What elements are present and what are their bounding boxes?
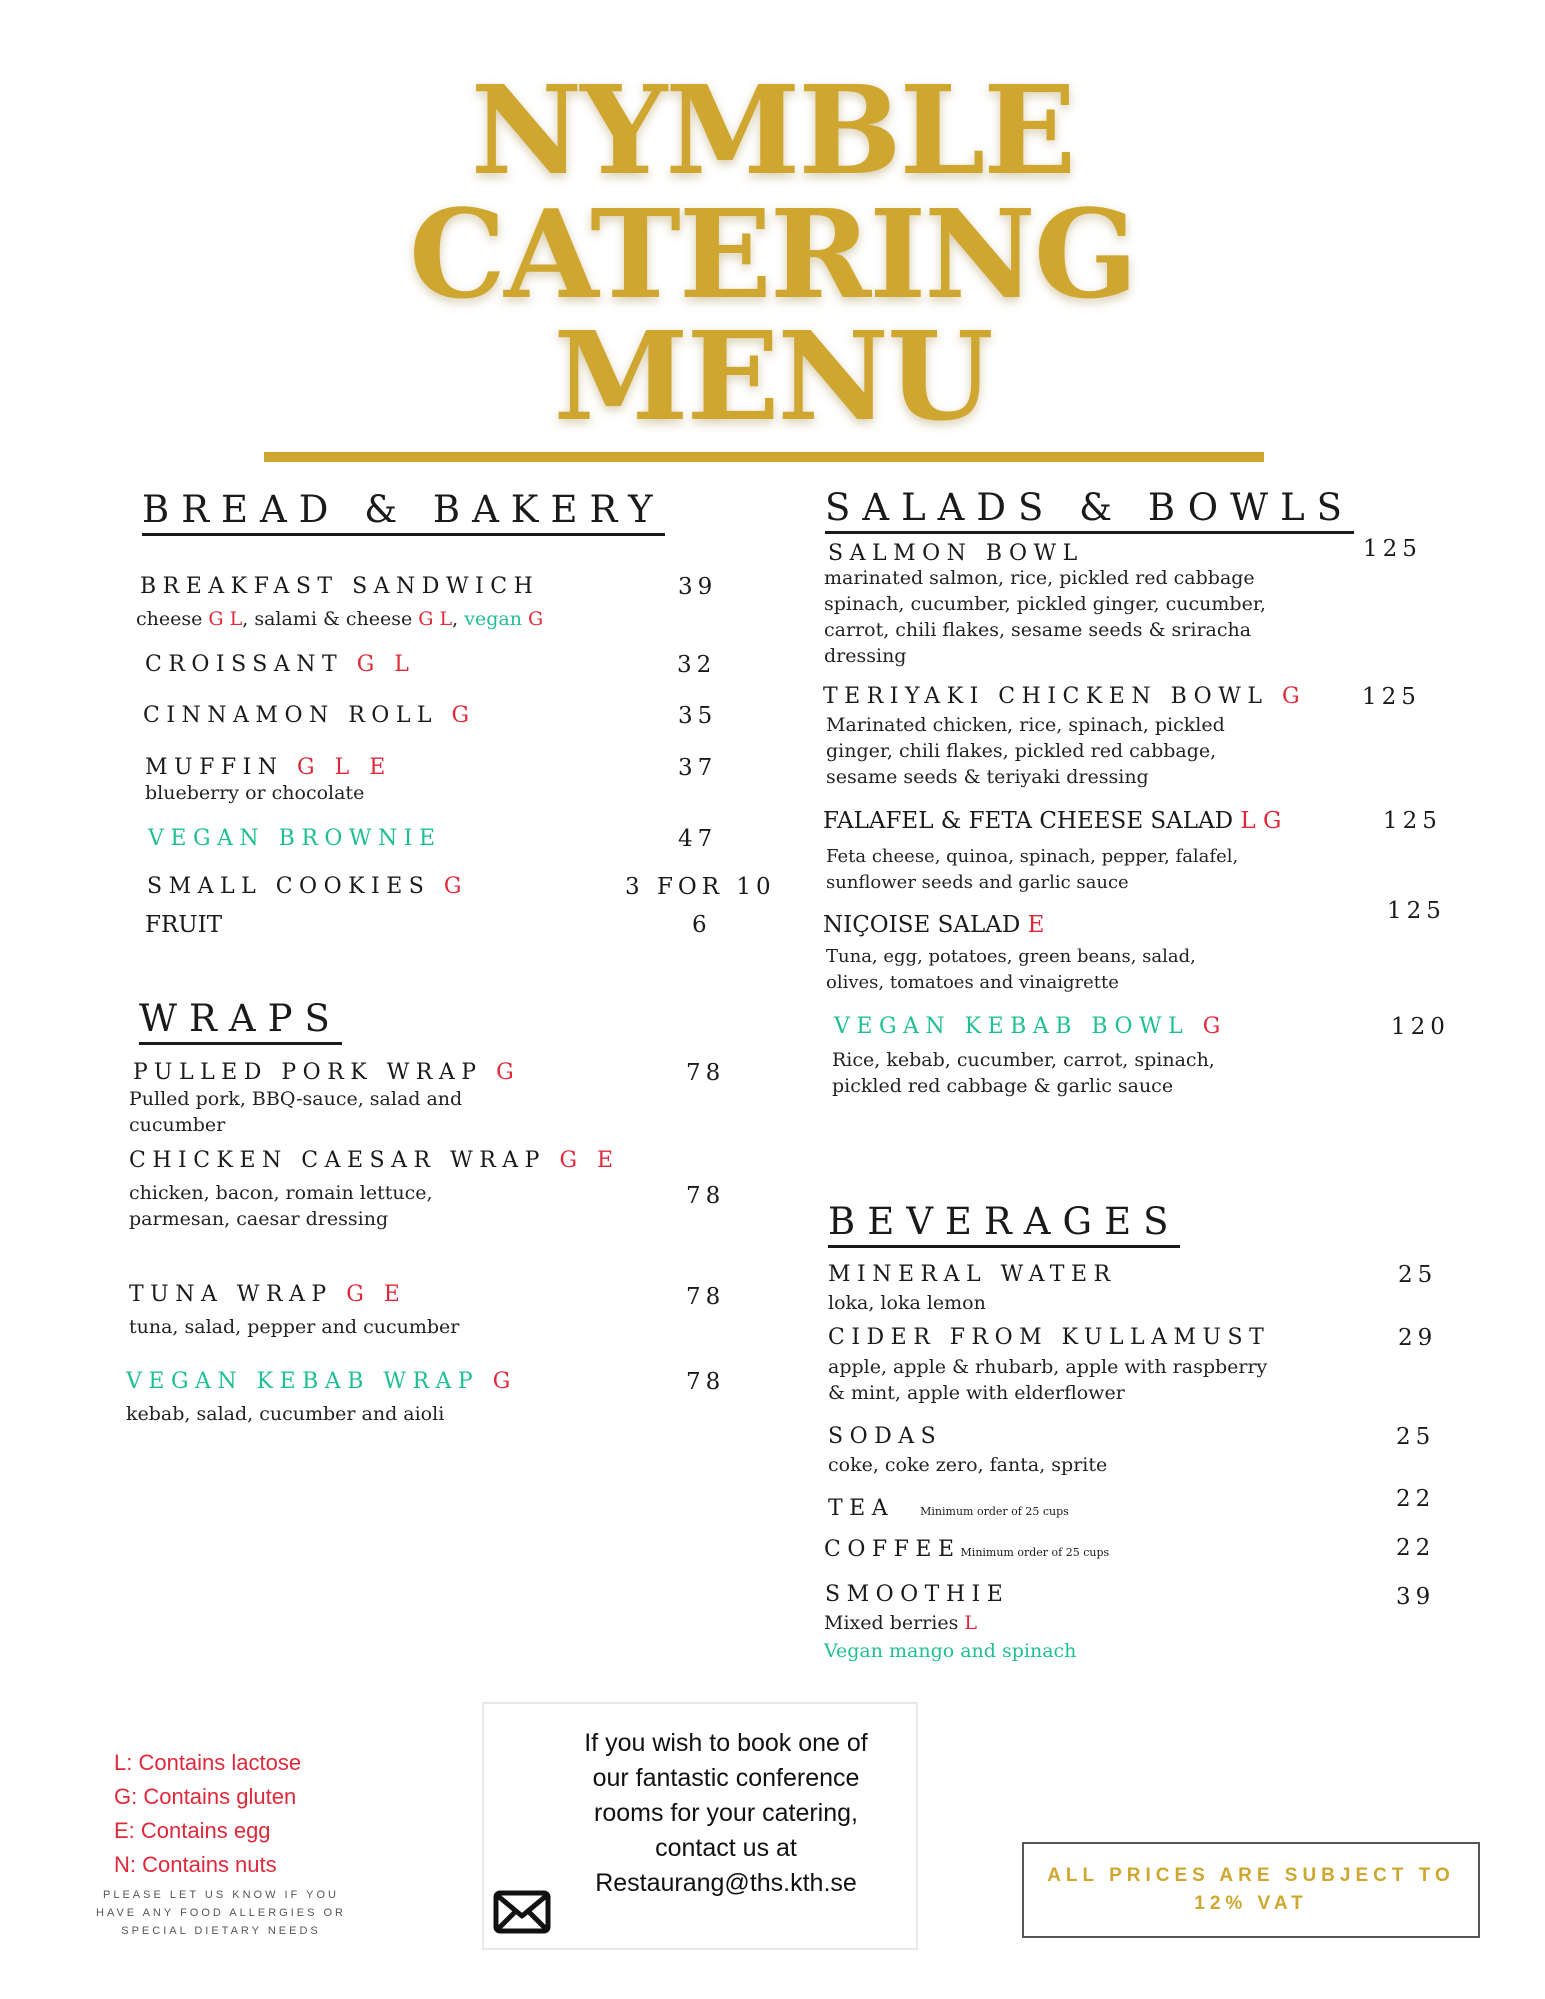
beverage-item-price: 22: [1396, 1535, 1436, 1561]
salad-item-name: NIÇOISE SALAD E: [823, 912, 1045, 938]
bread-item-desc: cheese G L, salami & cheese G L, vegan G: [136, 608, 544, 630]
beverages-heading: BEVERAGES: [828, 1200, 1180, 1248]
beverage-item-desc: Vegan mango and spinach: [824, 1640, 1077, 1662]
salad-item-price: 125: [1362, 684, 1421, 710]
salad-item-desc: Rice, kebab, cucumber, carrot, spinach, pickled red cabbage & garlic sauce: [832, 1049, 1215, 1097]
bread-heading: BREAD & BAKERY: [142, 488, 665, 536]
wrap-item-desc: chicken, bacon, romain lettuce, parmesan, caesar dressing: [129, 1182, 433, 1230]
salad-item-price: 120: [1391, 1014, 1450, 1040]
beverage-item-note: Minimum order of 25 cups: [920, 1505, 1069, 1518]
bread-item-name: SMALL COOKIES G: [147, 874, 468, 899]
wraps-heading: WRAPS: [139, 997, 342, 1045]
salad-item-price: 125: [1383, 808, 1442, 834]
bread-item-desc: blueberry or chocolate: [145, 782, 365, 804]
wrap-item-name: CHICKEN CAESAR WRAP G E: [129, 1148, 620, 1173]
beverage-item-name: COFFEEMinimum order of 25 cups: [824, 1537, 1110, 1562]
beverage-item-price: 25: [1396, 1424, 1436, 1450]
allergy-note: PLEASE LET US KNOW IF YOU HAVE ANY FOOD ALLERGIES OR SPECIAL DIETARY NEEDS: [96, 1889, 346, 1937]
beverage-item-price: 25: [1398, 1262, 1438, 1288]
wrap-item-price: 78: [686, 1284, 726, 1310]
wrap-item-name: VEGAN KEBAB WRAP G: [126, 1369, 517, 1394]
legend-item: N: Contains nuts: [114, 1852, 277, 1877]
bread-item-price: 6: [692, 912, 712, 938]
wrap-item-name: PULLED PORK WRAP G: [133, 1060, 521, 1085]
wrap-item-desc: Pulled pork, BBQ-sauce, salad and cucumber: [129, 1088, 463, 1136]
salad-item-desc: Marinated chicken, rice, spinach, pickled ginger, chili flakes, pickled red cabbage, sesame seeds & teriyaki dressing: [826, 714, 1225, 788]
beverage-item-name: SODAS: [828, 1424, 943, 1449]
bread-item-price: 32: [677, 652, 717, 678]
legend-item: G: Contains gluten: [114, 1784, 297, 1809]
wrap-item-desc: kebab, salad, cucumber and aioli: [126, 1403, 445, 1425]
wrap-item-price: 78: [686, 1183, 726, 1209]
vat-notice: ALL PRICES ARE SUBJECT TO 12% VAT: [1022, 1842, 1480, 1938]
beverage-item-desc: loka, loka lemon: [828, 1292, 986, 1314]
beverage-item-price: 29: [1398, 1325, 1438, 1351]
contact-text: If you wish to book one of our fantastic conference rooms for your catering, contact us at Restaurang@ths.kth.se: [540, 1726, 912, 1901]
allergen-legend: [114, 1746, 301, 1882]
beverage-item-desc: Mixed berries L: [824, 1612, 978, 1634]
bread-item-name: CROISSANT G L: [145, 652, 416, 677]
salad-item-price: 125: [1387, 898, 1446, 924]
beverage-item-price: 22: [1396, 1486, 1436, 1512]
wrap-item-price: 78: [686, 1060, 726, 1086]
envelope-icon: [493, 1890, 551, 1934]
bread-item-price: 47: [678, 826, 718, 852]
bread-item-price: 39: [678, 574, 718, 600]
beverage-item-desc: apple, apple & rhubarb, apple with raspberry & mint, apple with elderflower: [828, 1356, 1268, 1404]
bread-item-name: MUFFIN G L E: [145, 755, 392, 780]
bread-item-name: VEGAN BROWNIE: [148, 826, 442, 851]
beverage-item-name: CIDER FROM KULLAMUST: [828, 1325, 1271, 1350]
salad-item-price: 125: [1363, 536, 1422, 562]
bread-item-price: 35: [678, 703, 718, 729]
wrap-item-price: 78: [686, 1369, 726, 1395]
salad-item-desc: Feta cheese, quinoa, spinach, pepper, falafel, sunflower seeds and garlic sauce: [826, 846, 1239, 893]
title-line-2: CATERING: [408, 182, 1137, 326]
legend-item: E: Contains egg: [114, 1818, 271, 1843]
salad-item-name: FALAFEL & FETA CHEESE SALAD L G: [823, 808, 1282, 834]
bread-item-name: CINNAMON ROLL G: [143, 703, 476, 728]
salad-item-name: SALMON BOWL: [828, 541, 1084, 566]
title-line-3: MENU: [553, 304, 992, 448]
bread-item-name: BREAKFAST SANDWICH: [140, 574, 540, 599]
title-divider: [264, 452, 1264, 462]
salads-heading: SALADS & BOWLS: [825, 486, 1354, 534]
bread-item-price: 3 FOR 10: [625, 874, 776, 900]
beverage-item-name: SMOOTHIE: [825, 1582, 1010, 1607]
beverage-item-note: Minimum order of 25 cups: [960, 1546, 1110, 1559]
beverage-item-name: TEA Minimum order of 25 cups: [828, 1496, 1069, 1521]
salad-item-name: TERIYAKI CHICKEN BOWL G: [823, 684, 1307, 709]
legend-item: L: Contains lactose: [114, 1750, 302, 1775]
beverage-item-price: 39: [1396, 1584, 1436, 1610]
title-line-1: NYMBLE: [470, 58, 1075, 202]
wrap-item-name: TUNA WRAP G E: [129, 1282, 407, 1307]
salad-item-desc: marinated salmon, rice, pickled red cabbage spinach, cucumber, pickled ginger, cucumber, carrot, chili flakes, sesame seeds & sriracha dressing: [824, 567, 1266, 667]
contact-email[interactable]: Restaurang@ths.kth.se: [595, 1869, 857, 1897]
bread-item-price: 37: [678, 755, 718, 781]
bread-item-name: FRUIT: [145, 912, 223, 938]
beverage-item-name: MINERAL WATER: [828, 1262, 1117, 1287]
wrap-item-desc: tuna, salad, pepper and cucumber: [129, 1316, 460, 1338]
salad-item-desc: Tuna, egg, potatoes, green beans, salad, olives, tomatoes and vinaigrette: [826, 946, 1196, 993]
salad-item-name: VEGAN KEBAB BOWL G: [834, 1014, 1227, 1039]
beverage-item-desc: coke, coke zero, fanta, sprite: [828, 1454, 1108, 1476]
